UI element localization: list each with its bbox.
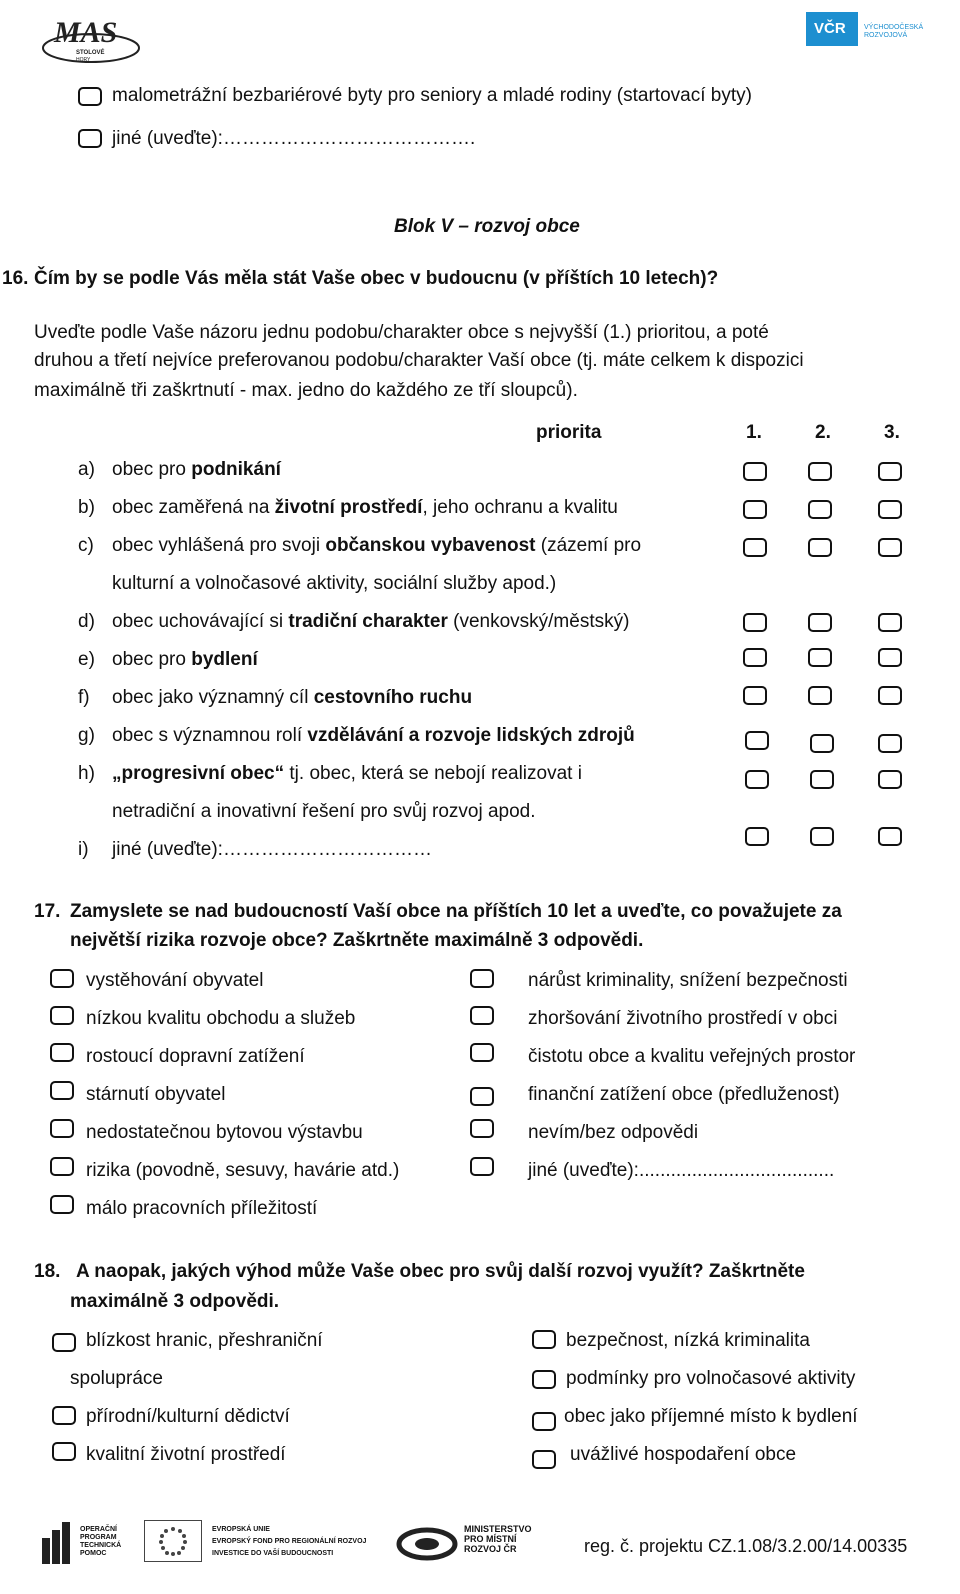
q16-row-c	[78, 535, 641, 557]
q18-right-checkbox-2[interactable]	[532, 1370, 556, 1389]
q17-right-checkbox-3[interactable]	[470, 1043, 494, 1062]
q16-row-pre: jiné (uveďte):……………………………	[112, 839, 432, 860]
q17-left-option-2: nízkou kvalitu obchodu a služeb	[86, 1008, 356, 1029]
q16-e-priority-2[interactable]	[808, 648, 832, 667]
q17-left-checkbox-7[interactable]	[50, 1195, 74, 1214]
q16-row-letter: b)	[78, 497, 95, 518]
q16-d-priority-1[interactable]	[743, 613, 767, 632]
q16-row-letter: f)	[78, 687, 90, 708]
q17-left-option-3: rostoucí dopravní zatížení	[86, 1046, 305, 1067]
eu-logo	[144, 1520, 376, 1564]
q18-right-option-1: bezpečnost, nízká kriminalita	[566, 1330, 810, 1351]
q17-left-option-1: vystěhování obyvatel	[86, 970, 264, 991]
q17-left-option-4: stárnutí obyvatel	[86, 1084, 226, 1105]
q16-row-bold: cestovního ruchu	[313, 687, 473, 708]
q17-right-option-6: jiné (uveďte):.....................................	[528, 1160, 835, 1181]
q16-row-letter: i)	[78, 839, 89, 860]
eu-text-3: INVESTICE DO VAŠÍ BUDOUCNOSTI	[212, 1550, 334, 1557]
q16-f-priority-2[interactable]	[808, 686, 832, 705]
q18-title-1: A naopak, jakých výhod může Vaše obec pro svůj další rozvoj využít? Zaškrtněte	[76, 1261, 805, 1282]
q16-row-letter: e)	[78, 649, 95, 670]
q16-a-priority-1[interactable]	[743, 462, 767, 481]
q16-b-priority-2[interactable]	[808, 500, 832, 519]
mmr-logo	[396, 1520, 556, 1564]
q16-i-priority-2[interactable]	[810, 827, 834, 846]
q16-g-priority-2[interactable]	[810, 734, 834, 753]
q16-g-priority-3[interactable]	[878, 734, 902, 753]
q16-row-pre: obec s významnou rolí	[112, 725, 308, 746]
q16-row-bold: podnikání	[191, 459, 281, 480]
optp-logo	[42, 1520, 138, 1564]
q16-row-pre: kulturní a volnočasové aktivity, sociální služby apod.)	[112, 573, 557, 594]
q16-row-f	[78, 687, 472, 709]
q18-right-checkbox-3[interactable]	[532, 1412, 556, 1431]
q16-e-priority-1[interactable]	[743, 648, 767, 667]
q18-right-checkbox-4[interactable]	[532, 1450, 556, 1469]
q16-c-priority-2[interactable]	[808, 538, 832, 557]
q18-left-option-1: blízkost hranic, přeshraniční	[86, 1330, 323, 1351]
q16-row-letter: h)	[78, 763, 95, 784]
q16-row-pre: obec uchovávající si	[112, 611, 289, 632]
q17-right-checkbox-2[interactable]	[470, 1006, 494, 1025]
q17-right-checkbox-1[interactable]	[470, 969, 494, 988]
eu-text-1: EVROPSKÁ UNIE	[212, 1526, 270, 1533]
q17-left-option-5: nedostatečnou bytovou výstavbu	[86, 1122, 363, 1143]
q18-number: 18.	[34, 1261, 61, 1282]
q16-row-letter: a)	[78, 459, 95, 480]
vcr-logo-subtext: VÝCHODOČESKÁ ROZVOJOVÁ	[864, 24, 924, 39]
q16-row-c-cont	[78, 573, 556, 595]
q16-i-priority-1[interactable]	[745, 827, 769, 846]
q16-row-d	[78, 611, 629, 633]
q16-row-letter: c)	[78, 535, 94, 556]
priority-col-2: 2.	[815, 422, 831, 443]
priority-label: priorita	[536, 422, 602, 443]
q17-left-checkbox-2[interactable]	[50, 1006, 74, 1025]
q18-left-checkbox-2[interactable]	[52, 1406, 76, 1425]
mmr-logo-mark	[396, 1524, 458, 1564]
q16-b-priority-1[interactable]	[743, 500, 767, 519]
q16-a-priority-3[interactable]	[878, 462, 902, 481]
q16-row-post: (zázemí pro	[535, 535, 642, 556]
q16-row-b	[78, 497, 618, 519]
block-title: Blok V – rozvoj obce	[394, 216, 580, 237]
q17-left-checkbox-6[interactable]	[50, 1157, 74, 1176]
svg-text:HORY: HORY	[76, 57, 91, 63]
q16-row-letter: d)	[78, 611, 95, 632]
q16-g-priority-1[interactable]	[745, 731, 769, 750]
mas-logo	[40, 12, 142, 64]
optp-logo-mark	[42, 1520, 78, 1564]
q16-c-priority-1[interactable]	[743, 538, 767, 557]
q16-title: Čím by se podle Vás měla stát Vaše obec v budoucnu (v příštích 10 letech)?	[34, 268, 719, 289]
q16-d-priority-3[interactable]	[878, 613, 902, 632]
eu-flag	[144, 1520, 202, 1562]
q16-row-pre: obec jako významný cíl	[112, 687, 314, 708]
q16-row-pre: obec zaměřená na	[112, 497, 275, 518]
q17-title-2: největší rizika rozvoje obce? Zaškrtněte maximálně 3 odpovědi.	[70, 930, 644, 951]
q17-number: 17.	[34, 901, 61, 922]
q16-row-g	[78, 725, 635, 747]
q16-i-priority-3[interactable]	[878, 827, 902, 846]
q16-row-letter: g)	[78, 725, 95, 746]
q17-right-option-5: nevím/bez odpovědi	[528, 1122, 699, 1143]
q17-left-checkbox-4[interactable]	[50, 1081, 74, 1100]
q18-right-option-2: podmínky pro volnočasové aktivity	[566, 1368, 856, 1389]
q16-h-priority-2[interactable]	[810, 770, 834, 789]
q17-right-checkbox-4[interactable]	[470, 1087, 494, 1106]
q16-row-post: tj. obec, která se nebojí realizovat i	[284, 763, 582, 784]
q18-left-checkbox-3[interactable]	[52, 1442, 76, 1461]
mas-logo-graphic	[40, 12, 142, 64]
eu-text-2: EVROPSKÝ FOND PRO REGIONÁLNÍ ROZVOJ	[212, 1538, 367, 1545]
q16-b-priority-3[interactable]	[878, 500, 902, 519]
q16-row-i	[78, 839, 432, 861]
q16-row-bold: občanskou vybavenost	[325, 535, 536, 556]
q17-right-option-2: zhoršování životního prostředí v obci	[528, 1008, 838, 1029]
q16-instruction-1: Uveďte podle Vaše názoru jednu podobu/charakter obce s nejvyšší (1.) prioritou, a poté	[34, 322, 769, 343]
q16-row-a	[78, 459, 281, 481]
priority-col-1: 1.	[746, 422, 762, 443]
q17-right-option-1: nárůst kriminality, snížení bezpečnosti	[528, 970, 848, 991]
q16-d-priority-2[interactable]	[808, 613, 832, 632]
q16-row-pre: obec pro	[112, 649, 192, 670]
q17-left-checkbox-3[interactable]	[50, 1043, 74, 1062]
checkbox-top-2[interactable]	[78, 129, 102, 148]
q16-instruction-2: druhou a třetí nejvíce preferovanou podobu/charakter Vaší obce (tj. máte celkem k dispozici	[34, 350, 804, 371]
q16-row-pre: obec vyhlášená pro svoji	[112, 535, 326, 556]
q16-row-pre: obec pro	[112, 459, 192, 480]
q16-row-h-cont	[78, 801, 536, 823]
q16-row-post: , jeho ochranu a kvalitu	[422, 497, 618, 518]
top-option-2: jiné (uveďte):………………………………….	[112, 128, 476, 149]
q16-row-bold: „progresivní obec“	[112, 763, 285, 784]
svg-text:STOLOVÉ: STOLOVÉ	[76, 50, 105, 56]
eu-stars-icon	[145, 1521, 201, 1561]
project-registration-number: reg. č. projektu CZ.1.08/3.2.00/14.00335	[584, 1536, 908, 1556]
q16-row-bold: bydlení	[191, 649, 258, 670]
q16-instruction-3: maximálně tři zaškrtnutí - max. jedno do každého ze tří sloupců).	[34, 380, 578, 401]
vcr-logo	[806, 12, 932, 52]
q16-row-pre: netradiční a inovativní řešení pro svůj rozvoj apod.	[112, 801, 536, 822]
q18-left-option-2: přírodní/kulturní dědictví	[86, 1406, 290, 1427]
q16-a-priority-2[interactable]	[808, 462, 832, 481]
q18-right-option-4: uvážlivé hospodaření obce	[570, 1444, 797, 1465]
q16-e-priority-3[interactable]	[878, 648, 902, 667]
q16-h-priority-3[interactable]	[878, 770, 902, 789]
mmr-text: MINISTERSTVO PRO MÍSTNÍ ROZVOJ ČR	[464, 1524, 532, 1554]
q16-number: 16.	[2, 268, 29, 289]
q16-row-h	[78, 763, 582, 785]
q17-right-option-4: finanční zatížení obce (předluženost)	[528, 1084, 840, 1105]
optp-logo-text: OPERAČNÍ PROGRAM TECHNICKÁ POMOC	[80, 1526, 122, 1557]
q16-row-bold: životní prostředí	[274, 497, 423, 518]
q17-left-checkbox-1[interactable]	[50, 969, 74, 988]
q18-right-option-3: obec jako příjemné místo k bydlení	[564, 1406, 858, 1427]
q18-left-option-1-cont: spolupráce	[70, 1368, 163, 1389]
q17-right-option-3: čistotu obce a kvalitu veřejných prostor	[528, 1046, 856, 1067]
vcr-logo-text: VČR	[814, 20, 846, 37]
q16-row-bold: vzdělávání a rozvoje lidských zdrojů	[307, 725, 635, 746]
q16-row-bold: tradiční charakter	[288, 611, 448, 632]
q17-left-option-7: málo pracovních příležitostí	[86, 1198, 318, 1219]
q17-right-checkbox-5[interactable]	[470, 1119, 494, 1138]
q16-h-priority-1[interactable]	[745, 770, 769, 789]
q18-left-option-3: kvalitní životní prostředí	[86, 1444, 286, 1465]
q16-c-priority-3[interactable]	[878, 538, 902, 557]
q17-left-checkbox-5[interactable]	[50, 1119, 74, 1138]
q16-row-post: (venkovský/městský)	[447, 611, 630, 632]
checkbox-top-1[interactable]	[78, 87, 102, 106]
q16-f-priority-3[interactable]	[878, 686, 902, 705]
priority-col-3: 3.	[884, 422, 900, 443]
q18-title-2: maximálně 3 odpovědi.	[70, 1291, 280, 1312]
q17-left-option-6: rizika (povodně, sesuvy, havárie atd.)	[86, 1160, 400, 1181]
svg-text:MAS: MAS	[54, 16, 118, 49]
q18-left-checkbox-1[interactable]	[52, 1333, 76, 1352]
q17-title-1: Zamyslete se nad budoucností Vaší obce na příštích 10 let a uveďte, co považujete za	[70, 901, 842, 922]
q18-right-checkbox-1[interactable]	[532, 1330, 556, 1349]
q16-f-priority-1[interactable]	[743, 686, 767, 705]
q16-row-e	[78, 649, 258, 671]
q17-right-checkbox-6[interactable]	[470, 1157, 494, 1176]
top-option-1: malometrážní bezbariérové byty pro seniory a mladé rodiny (startovací byty)	[112, 85, 752, 106]
